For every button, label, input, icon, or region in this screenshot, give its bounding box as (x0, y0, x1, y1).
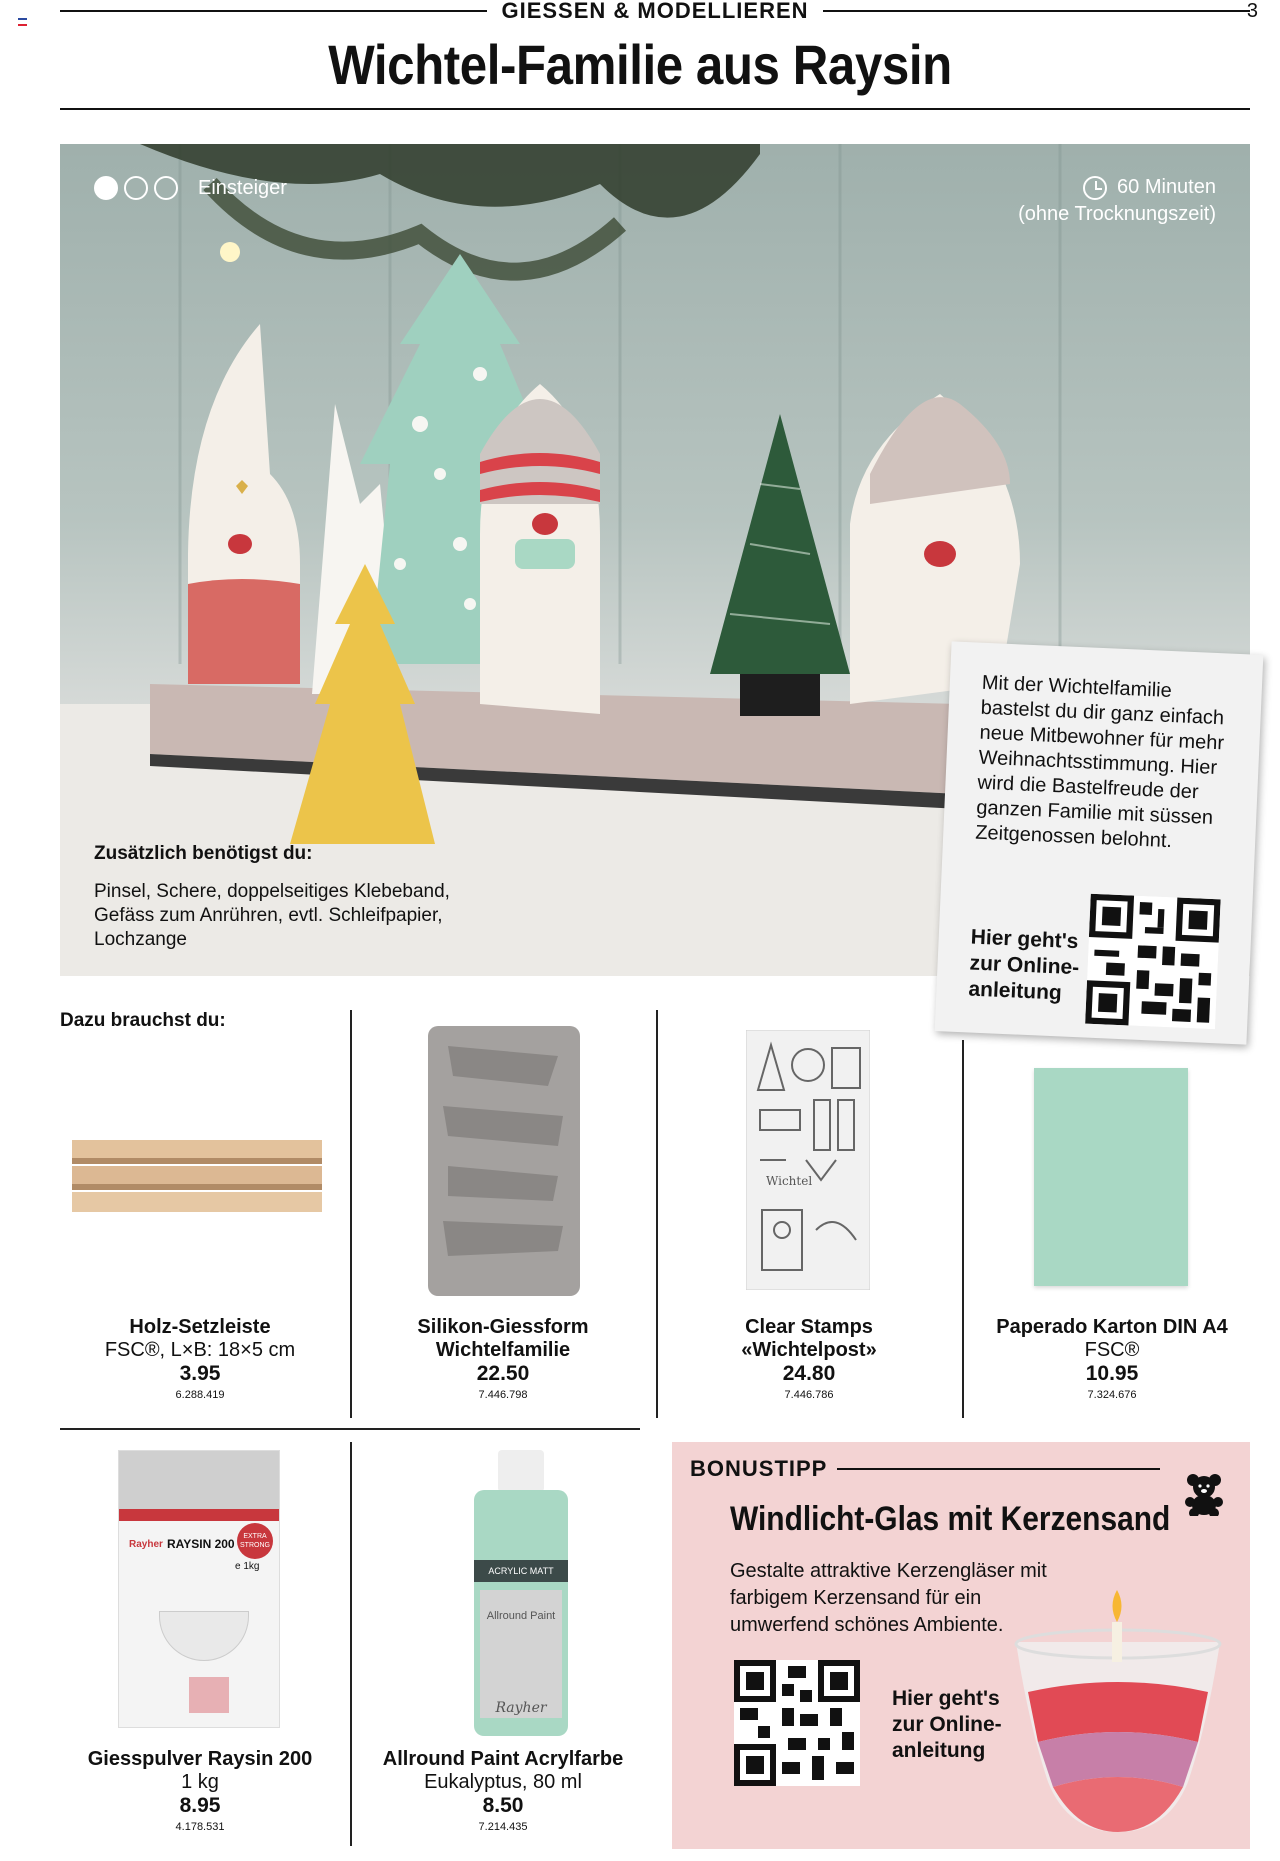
product-article-number: 7.324.676 (1087, 1389, 1137, 1401)
product-detail: Wichtelfamilie (435, 1339, 571, 1361)
flag-icon (18, 18, 27, 25)
product-detail: FSC® (1084, 1339, 1140, 1361)
product-card[interactable] (668, 1316, 950, 1403)
page-number: 3 (1246, 0, 1258, 22)
product-article-number: 7.214.435 (478, 1821, 528, 1833)
cta-line: Hier geht's (892, 1687, 1000, 1710)
product-detail: «Wichtelpost» (741, 1339, 877, 1361)
product-price: 24.80 (782, 1362, 836, 1385)
product-article-number: 6.288.419 (175, 1389, 225, 1401)
bag-badge: EXTRA STRONG (237, 1523, 273, 1559)
additional-materials (94, 842, 514, 952)
clear-stamps-image (746, 1030, 870, 1290)
product-price: 22.50 (476, 1362, 530, 1385)
instruction-note-card (935, 641, 1264, 1044)
bottle-cap (498, 1450, 544, 1492)
product-name: Allround Paint Acrylfarbe (382, 1748, 624, 1770)
cta-line: Hier geht's (970, 925, 1079, 954)
page-title: Wichtel-Familie aus Raysin (328, 33, 952, 96)
product-card[interactable] (62, 1316, 338, 1403)
column-divider (350, 1010, 352, 1418)
raysin-bag-image (118, 1450, 280, 1728)
bottle-logo: Rayher (495, 1700, 547, 1716)
level-dot-icon (94, 176, 118, 200)
heart-shape (189, 1677, 229, 1713)
additional-materials-list: Pinsel, Schere, doppelseitiges Klebeband, Gefäss zum Anrühren, evtl. Schleifpapier, Lochzange (94, 881, 450, 950)
bowl-shape (159, 1611, 249, 1661)
cta-line: zur Online- (892, 1713, 1002, 1736)
product-name: Silikon-Giessform (417, 1316, 589, 1338)
time-label: 60 Minuten (1117, 176, 1216, 198)
bonus-text: Gestalte attraktive Kerzengläser mit farbigem Kerzensand für ein umwerfend schönes Ambiente. (730, 1560, 1047, 1636)
product-detail: 1 kg (181, 1771, 219, 1793)
note-text: Mit der Wichtelfamilie bastelst du dir ganz einfach neue Mitbewohner für mehr Weihnachtsstimmung. Hier wird die Bastelfreude der ganzen Familie mit süssen Zeitgenossen belohnt. (974, 671, 1225, 853)
product-detail: Eukalyptus, 80 ml (424, 1771, 582, 1793)
bag-brand: RAYSIN 200 (167, 1537, 235, 1551)
cta-line: anleitung (968, 977, 1063, 1005)
online-guide-link[interactable] (892, 1686, 1002, 1764)
bonus-title: Windlicht-Glas mit Kerzensand (730, 1500, 1171, 1538)
time-note: (ohne Trocknungszeit) (1018, 203, 1216, 225)
product-article-number: 7.446.798 (478, 1389, 528, 1401)
section-label: GIESSEN & MODELLIEREN (501, 0, 809, 23)
column-divider (656, 1010, 658, 1418)
cta-line: zur Online- (969, 951, 1080, 980)
product-card[interactable] (362, 1316, 644, 1403)
bag-window (119, 1451, 279, 1511)
product-name: Holz-Setzleiste (129, 1316, 271, 1338)
product-price: 8.95 (179, 1794, 221, 1817)
bottle-text: Allround Paint (486, 1610, 556, 1622)
paint-bottle-image (474, 1450, 568, 1736)
clock-icon (1083, 176, 1107, 200)
bag-logo: Rayher (129, 1539, 163, 1550)
bag-weight: e 1kg (235, 1561, 260, 1572)
product-name: Paperado Karton DIN A4 (996, 1316, 1228, 1338)
time-badge (1018, 174, 1216, 228)
bonus-label (690, 1456, 1160, 1482)
product-card[interactable] (974, 1316, 1250, 1403)
products-heading: Dazu brauchst du: (60, 1010, 226, 1031)
level-dot-icon (154, 176, 178, 200)
level-dot-icon (124, 176, 148, 200)
bottle-band: ACRYLIC MATT (474, 1560, 568, 1582)
qr-code-icon[interactable] (1085, 894, 1221, 1030)
bonus-tip-box (672, 1442, 1250, 1849)
svg-text:Wichtel: Wichtel (766, 1174, 813, 1188)
product-price: 8.50 (482, 1794, 524, 1817)
product-detail: FSC®, L×B: 18×5 cm (104, 1339, 296, 1361)
mint-cardboard-image (1034, 1068, 1188, 1286)
product-name: Clear Stamps (745, 1316, 873, 1338)
product-article-number: 7.446.786 (784, 1389, 834, 1401)
difficulty-badge (94, 176, 287, 200)
title-divider (60, 108, 1250, 110)
column-divider (350, 1442, 352, 1846)
product-price: 10.95 (1085, 1362, 1139, 1385)
online-guide-link[interactable] (968, 925, 1081, 1008)
bag-stripe (119, 1509, 279, 1521)
silicone-mold-image (428, 1026, 580, 1296)
difficulty-label: Einsteiger (198, 176, 287, 199)
product-article-number: 4.178.531 (175, 1821, 225, 1833)
product-card[interactable] (62, 1748, 338, 1835)
teddy-bear-icon (1184, 1472, 1224, 1516)
product-price: 3.95 (179, 1362, 221, 1385)
bonus-label-text: BONUSTIPP (690, 1456, 828, 1481)
product-name: Giesspulver Raysin 200 (87, 1748, 313, 1770)
cta-line: anleitung (892, 1739, 986, 1762)
qr-code-icon[interactable] (734, 1660, 860, 1786)
product-card[interactable] (362, 1748, 644, 1835)
wood-strip-image (72, 1140, 322, 1212)
candle-glass-image (1008, 1582, 1228, 1832)
column-divider (962, 1040, 964, 1418)
row-divider (60, 1428, 640, 1430)
section-header (60, 0, 1250, 22)
additional-materials-heading: Zusätzlich benötigst du: (94, 843, 313, 864)
